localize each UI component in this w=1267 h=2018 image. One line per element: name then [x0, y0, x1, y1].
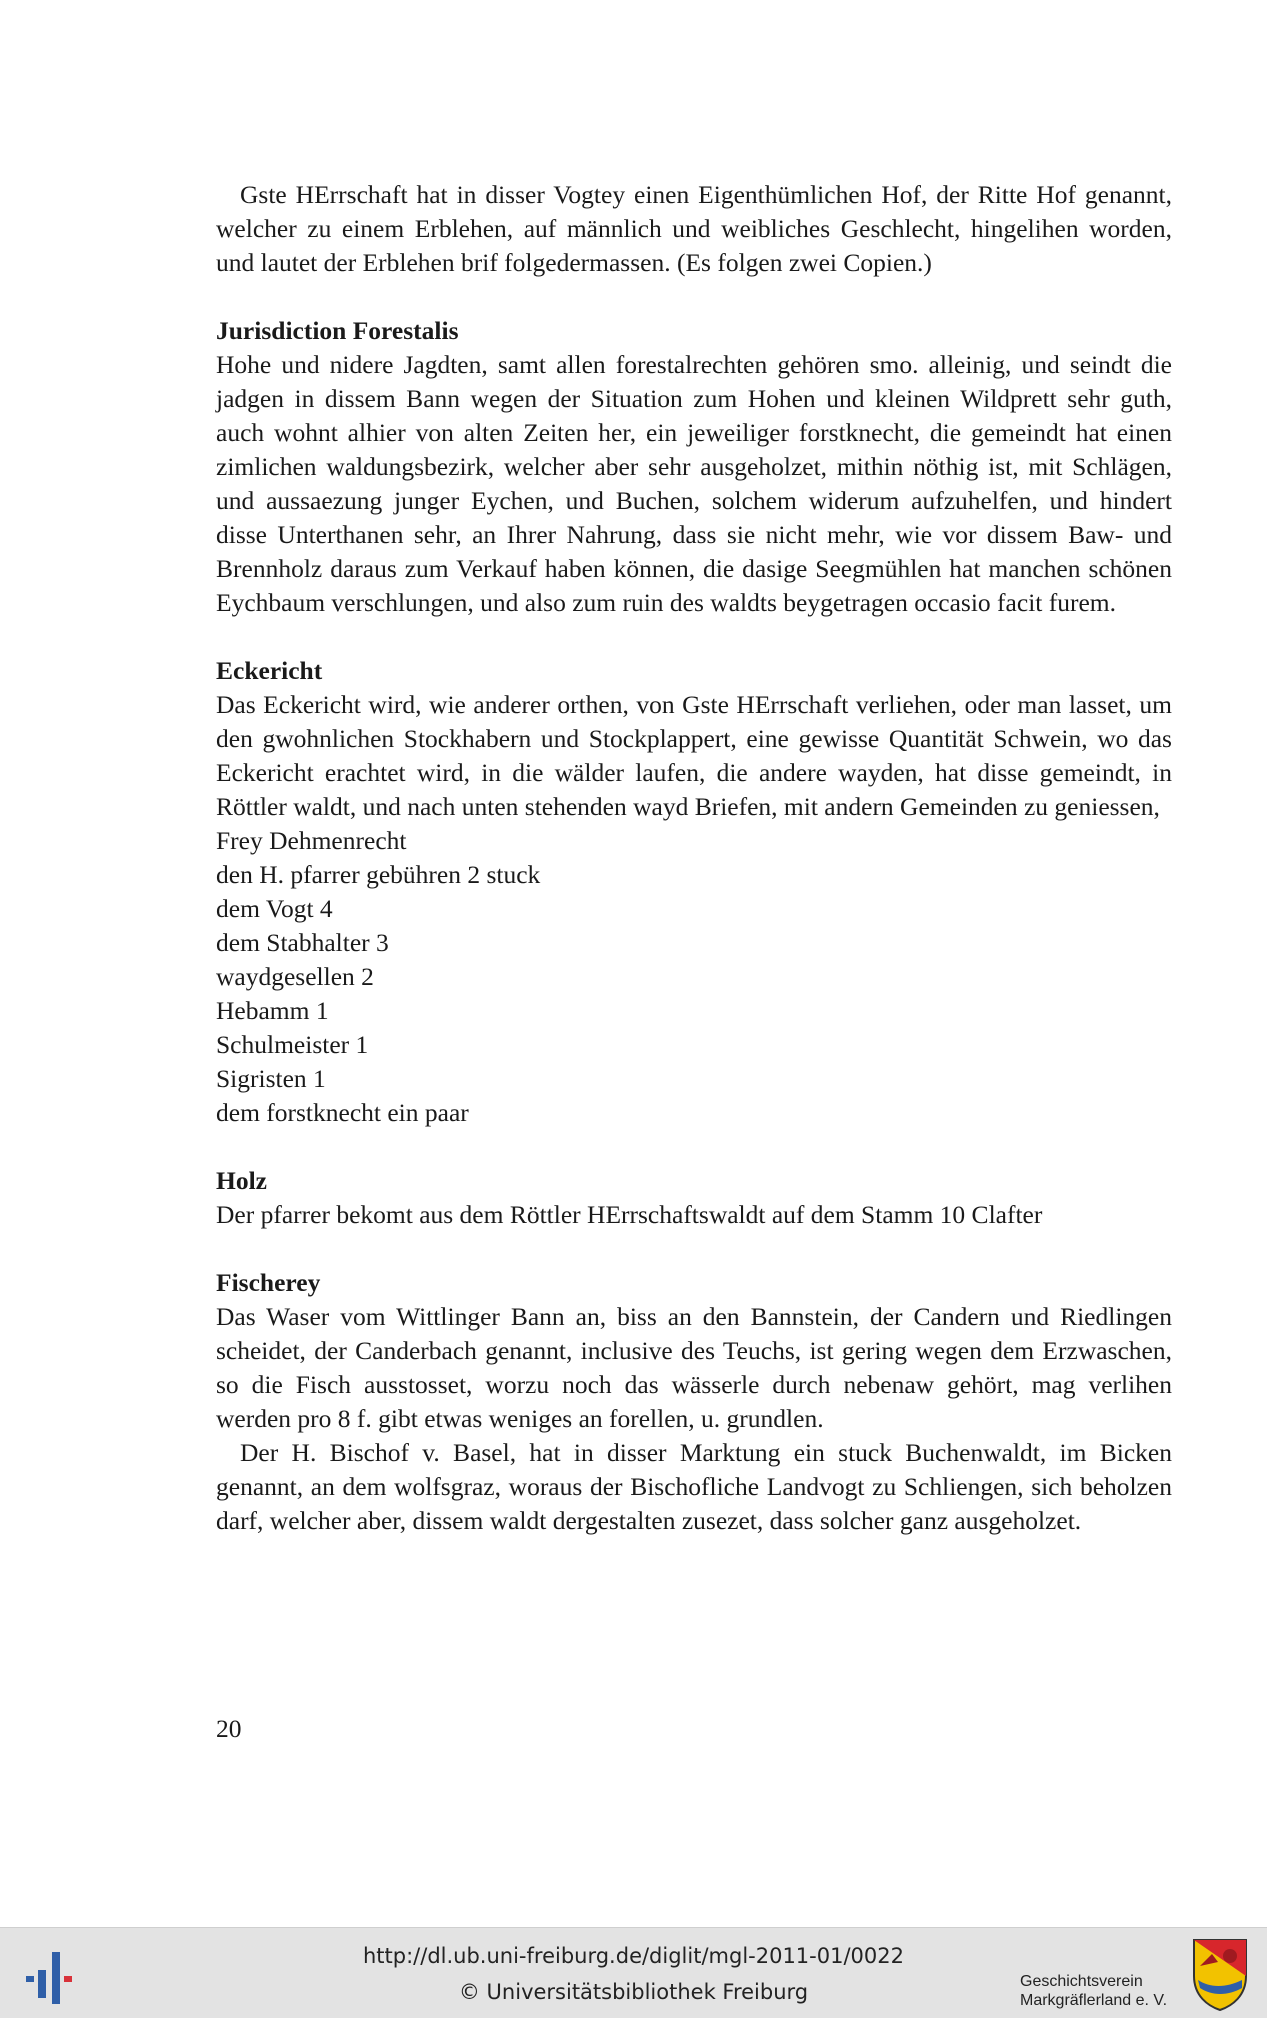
footer-copyright: © Universitätsbibliothek Freiburg	[458, 1980, 809, 2004]
society-line-1: Geschichtsverein	[1020, 1973, 1143, 1990]
footer-url-link[interactable]: http://dl.ub.uni-freiburg.de/diglit/mgl-2011-01/0022	[362, 1944, 904, 1968]
heading-holz: Holz	[216, 1166, 267, 1195]
society-line-2: Markgräflerland e. V.	[1020, 1992, 1168, 2009]
list-item: dem Vogt 4	[216, 894, 333, 923]
paragraph-intro: Gste HErrschaft hat in disser Vogtey einen Eigenthümlichen Hof, der Ritte Hof genannt, welcher zu einem Erblehen, auf männlich und weibliches Geschlecht, hingelihen worden, und lautet der Erblehen brif folgedermassen. (Es folgen zwei Copien.)	[216, 180, 1172, 277]
paragraph-eckericht: Das Eckericht wird, wie anderer orthen, von Gste HErrschaft verliehen, oder man lasset, um den gwohnlichen Stockhabern und Stockplappert, eine gewisse Quantität Schwein, wo das Eckericht erachtet wird, in die wälder laufen, die andere wayden, hat disse gemeindt, in Röttler waldt, und nach unten stehenden wayd Briefen, mit andern Gemeinden zu geniessen,	[216, 690, 1172, 821]
heading-jurisdiction: Jurisdiction Forestalis	[216, 316, 459, 345]
list-item: dem forstknecht ein paar	[216, 1098, 469, 1127]
paragraph-fischerey: Das Waser vom Wittlinger Bann an, biss an den Bannstein, der Candern und Riedlingen scheidet, der Canderbach genannt, inclusive des Teuchs, ist gering wegen dem Erzwaschen, so die Fisch ausstosset, worzu noch das wässerle durch nebenaw gehört, mag verlihen werden pro 8 f. gibt etwas weniges an forellen, u. grundlen.	[216, 1302, 1172, 1433]
list-item: dem Stabhalter 3	[216, 928, 389, 957]
paragraph-jurisdiction: Hohe und nidere Jagdten, samt allen forestalrechten gehören smo. alleinig, und seindt die jadgen in dissem Bann wegen der Situation zum Hohen und kleinen Wildprett sehr guth, auch wohnt alhier von alten Zeiten her, ein jeweiliger forstknecht, die gemeindt hat einen zimlichen waldungsbezirk, welcher aber sehr ausgeholzet, mithin nöthig ist, mit Schlägen, und aussaezung junger Eychen, und Buchen, solchem widerum aufzuhelfen, und hindert disse Unterthanen sehr, an Ihrer Nahrung, dass sie nicht mehr, wie vor dissem Baw- und Brennholz daraus zum Verkauf haben können, die dasige Seegmühlen hat manchen schönen Eychbaum verschlungen, und also zum ruin des waldts beygetragen occasio facit furem.	[216, 350, 1172, 617]
paragraph-holz: Der pfarrer bekomt aus dem Röttler HErrschaftswaldt auf dem Stamm 10 Clafter	[216, 1200, 1043, 1229]
society-name	[1020, 1972, 1167, 2010]
list-item: waydgesellen 2	[216, 962, 374, 991]
footer-bar	[0, 1927, 1267, 2018]
heading-eckericht: Eckericht	[216, 656, 323, 685]
list-item: Hebamm 1	[216, 996, 329, 1025]
coat-of-arms-icon	[1190, 1936, 1250, 2012]
heading-fischerey: Fischerey	[216, 1268, 321, 1297]
paragraph-bischof: Der H. Bischof v. Basel, hat in disser Marktung ein stuck Buchenwaldt, im Bicken genannt, an dem wolfsgraz, woraus der Bischofliche Landvogt zu Schliengen, sich beholzen darf, welcher aber, dissem waldt dergestalten zusezet, dass solcher ganz ausgeholzet.	[216, 1438, 1172, 1535]
list-item: Schulmeister 1	[216, 1030, 369, 1059]
list-item: Frey Dehmenrecht	[216, 826, 407, 855]
document-body	[216, 178, 1172, 1538]
list-item: den H. pfarrer gebühren 2 stuck	[216, 860, 541, 889]
eckericht-list	[216, 824, 1172, 1130]
page-number: 20	[216, 1714, 242, 1743]
list-item: Sigristen 1	[216, 1064, 326, 1093]
